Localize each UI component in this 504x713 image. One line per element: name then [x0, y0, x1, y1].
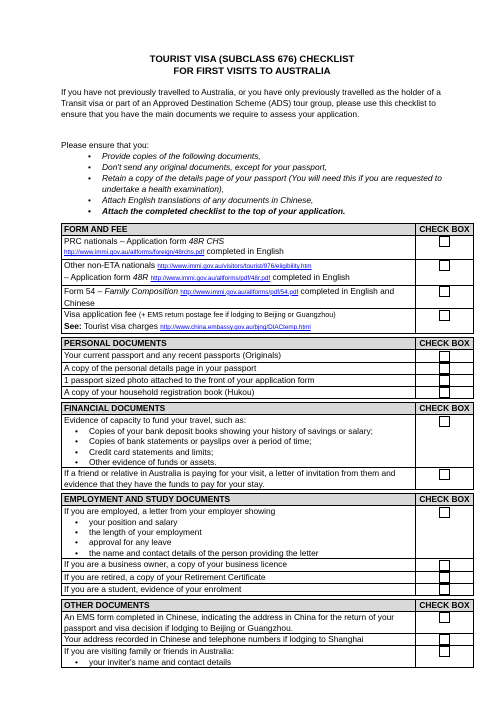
row-label: If a friend or relative in Australia is paying for your visit, a letter of invitation from them and evidence that they have the funds to pay for your stay.: [62, 468, 416, 490]
check-box[interactable]: [439, 469, 450, 480]
row-label: If you are retired, a copy of your Retirement Certificate: [62, 571, 416, 583]
section-header-employment-documents: [62, 494, 474, 506]
list-item: • your inviter's name and contact details: [64, 657, 413, 667]
sub-list: [64, 517, 413, 559]
instruction-item: • Retain a copy of the details page of your passport (You will need this if you are requested to undertake a health examination),: [61, 173, 461, 195]
title-line-1: TOURIST VISA (SUBCLASS 676) CHECKLIST: [149, 54, 355, 65]
table-row: [62, 285, 474, 309]
check-box[interactable]: [439, 260, 450, 271]
row-label: A copy of your household registration book (Hukou): [62, 387, 416, 399]
list-item: • the length of your employment: [64, 527, 413, 537]
table-row: [62, 309, 474, 334]
section-header-form-and-fee: [62, 224, 474, 236]
row-label: Your address recorded in Chinese and telephone numbers if lodging to Shanghai: [62, 633, 416, 645]
section-title: PERSONAL DOCUMENTS: [62, 338, 416, 350]
table-row: [62, 633, 474, 645]
section-title: FINANCIAL DOCUMENTS: [62, 403, 416, 415]
table-row: [62, 387, 474, 399]
visa-charges-link[interactable]: http://www.china.embassy.gov.au/bjng/DIACtemp.html: [160, 323, 311, 331]
table-row: [62, 374, 474, 386]
check-box-heading: CHECK BOX: [416, 224, 474, 236]
table-row: [62, 415, 474, 468]
check-box-heading: CHECK BOX: [416, 600, 474, 612]
check-box[interactable]: [439, 507, 450, 518]
check-box[interactable]: [439, 634, 450, 645]
intro-paragraph: [61, 87, 456, 121]
table-row: [62, 646, 474, 668]
section-header-personal-documents: [62, 338, 474, 350]
check-box[interactable]: [439, 375, 450, 386]
instruction-item: • Provide copies of the following documents,: [61, 151, 461, 162]
row-label: An EMS form completed in Chinese, indicating the address in China for the return of your passport and visa decision if lodging to Beijing or Guangzhou.: [62, 612, 416, 634]
sub-list: [64, 657, 413, 667]
checklist-table: [61, 223, 474, 668]
row-label: If you are visiting family or friends in Australia: • your inviter's name and contact details: [62, 646, 416, 668]
table-row: [62, 506, 474, 559]
check-box[interactable]: [439, 416, 450, 427]
check-box[interactable]: [439, 572, 450, 583]
list-item: • Copies of your bank deposit books showing your history of savings or salary;: [64, 426, 413, 436]
eligibility-link[interactable]: http://www.immi.gov.au/visitors/tourist/976/eligibility.htm: [157, 262, 312, 270]
intro-text: If you have not previously travelled to Australia, or you have only previously travelled as the holder of a Transit visa or part of an Approved Destination Scheme (ADS) tour group, please use this checklist to ensure that you have the main documents we require to assess your application.: [61, 87, 441, 120]
check-box[interactable]: [439, 646, 450, 657]
section-title: EMPLOYMENT AND STUDY DOCUMENTS: [62, 494, 416, 506]
list-item: • your position and salary: [64, 517, 413, 527]
row-label: If you are a student, evidence of your enrolment: [62, 583, 416, 595]
instruction-list: [61, 151, 461, 217]
table-row: [62, 468, 474, 490]
form-48r-link[interactable]: http://www.immi.gov.au/allforms/pdf/48r.pdf: [150, 275, 271, 283]
instruction-item: • Attach the completed checklist to the top of your application.: [61, 206, 461, 217]
check-box[interactable]: [439, 363, 450, 374]
table-row: [62, 236, 474, 260]
check-box[interactable]: [439, 286, 450, 297]
table-row: [62, 559, 474, 571]
check-box[interactable]: [439, 612, 450, 623]
row-label: Form 54 – Family Composition http://www.immi.gov.au/allforms/pdf/54.pdf completed in English and Chinese: [62, 285, 416, 309]
instruction-item: • Attach English translations of any documents in Chinese,: [61, 195, 461, 206]
list-item: • Credit card statements and limits;: [64, 447, 413, 457]
form-54-link[interactable]: http://www.immi.gov.au/allforms/pdf/54.pdf: [180, 288, 299, 296]
check-box[interactable]: [439, 584, 450, 595]
row-label: If you are a business owner, a copy of your business licence: [62, 559, 416, 571]
sub-list: [64, 426, 413, 468]
list-item: • the name and contact details of the person providing the letter: [64, 548, 413, 558]
row-label: PRC nationals – Application form 48R CHS http://www.immi.gov.au/allforms/foreign/48rchs.pdf completed in English: [62, 236, 416, 260]
row-label: Evidence of capacity to fund your travel, such as: • Copies of your bank deposit books showing your history of savings or salary; • Copies of bank statements or payslips over a period of time; • Credit card statements and limits; • Other evidence of funds or assets.: [62, 415, 416, 468]
check-box-heading: CHECK BOX: [416, 403, 474, 415]
row-label: 1 passport sized photo attached to the front of your application form: [62, 374, 416, 386]
check-box[interactable]: [439, 351, 450, 362]
instruction-item: • Don't send any original documents, except for your passport,: [61, 162, 461, 173]
check-box-heading: CHECK BOX: [416, 338, 474, 350]
section-header-financial-documents: [62, 403, 474, 415]
row-label: Other non-ETA nationals http://www.immi.gov.au/visitors/tourist/976/eligibility.htm – Application form 48R http://www.immi.gov.au/allforms/pdf/48r.pdf completed in English: [62, 259, 416, 285]
title-line-2: FOR FIRST VISITS TO AUSTRALIA: [173, 66, 331, 77]
table-row: [62, 571, 474, 583]
check-box[interactable]: [439, 387, 450, 398]
row-label: A copy of the personal details page in your passport: [62, 362, 416, 374]
list-item: • Other evidence of funds or assets.: [64, 457, 413, 467]
check-box[interactable]: [439, 236, 450, 247]
document-title: [0, 54, 504, 78]
list-item: • approval for any leave: [64, 537, 413, 547]
row-label: Visa application fee (+ EMS return postage fee if lodging to Beijing or Guangzhou) See: Tourist visa charges http://www.china.embassy.gov.au/bjng/DIACtemp.html: [62, 309, 416, 334]
form-48r-chs-link[interactable]: http://www.immi.gov.au/allforms/foreign/48rchs.pdf: [64, 249, 205, 257]
check-box-heading: CHECK BOX: [416, 494, 474, 506]
table-row: [62, 612, 474, 634]
row-label: Your current passport and any recent passports (Originals): [62, 350, 416, 362]
check-box[interactable]: [439, 560, 450, 571]
section-title: FORM AND FEE: [62, 224, 416, 236]
list-item: • Copies of bank statements or payslips over a period of time;: [64, 436, 413, 446]
section-title: OTHER DOCUMENTS: [62, 600, 416, 612]
table-row: [62, 350, 474, 362]
row-label: If you are employed, a letter from your employer showing • your position and salary • the length of your employment • approval for any leave • the name and contact details of the person providing the letter: [62, 506, 416, 559]
check-box[interactable]: [439, 310, 450, 321]
ensure-heading: Please ensure that you:: [61, 140, 149, 150]
section-header-other-documents: [62, 600, 474, 612]
table-row: [62, 362, 474, 374]
table-row: [62, 259, 474, 285]
table-row: [62, 583, 474, 595]
